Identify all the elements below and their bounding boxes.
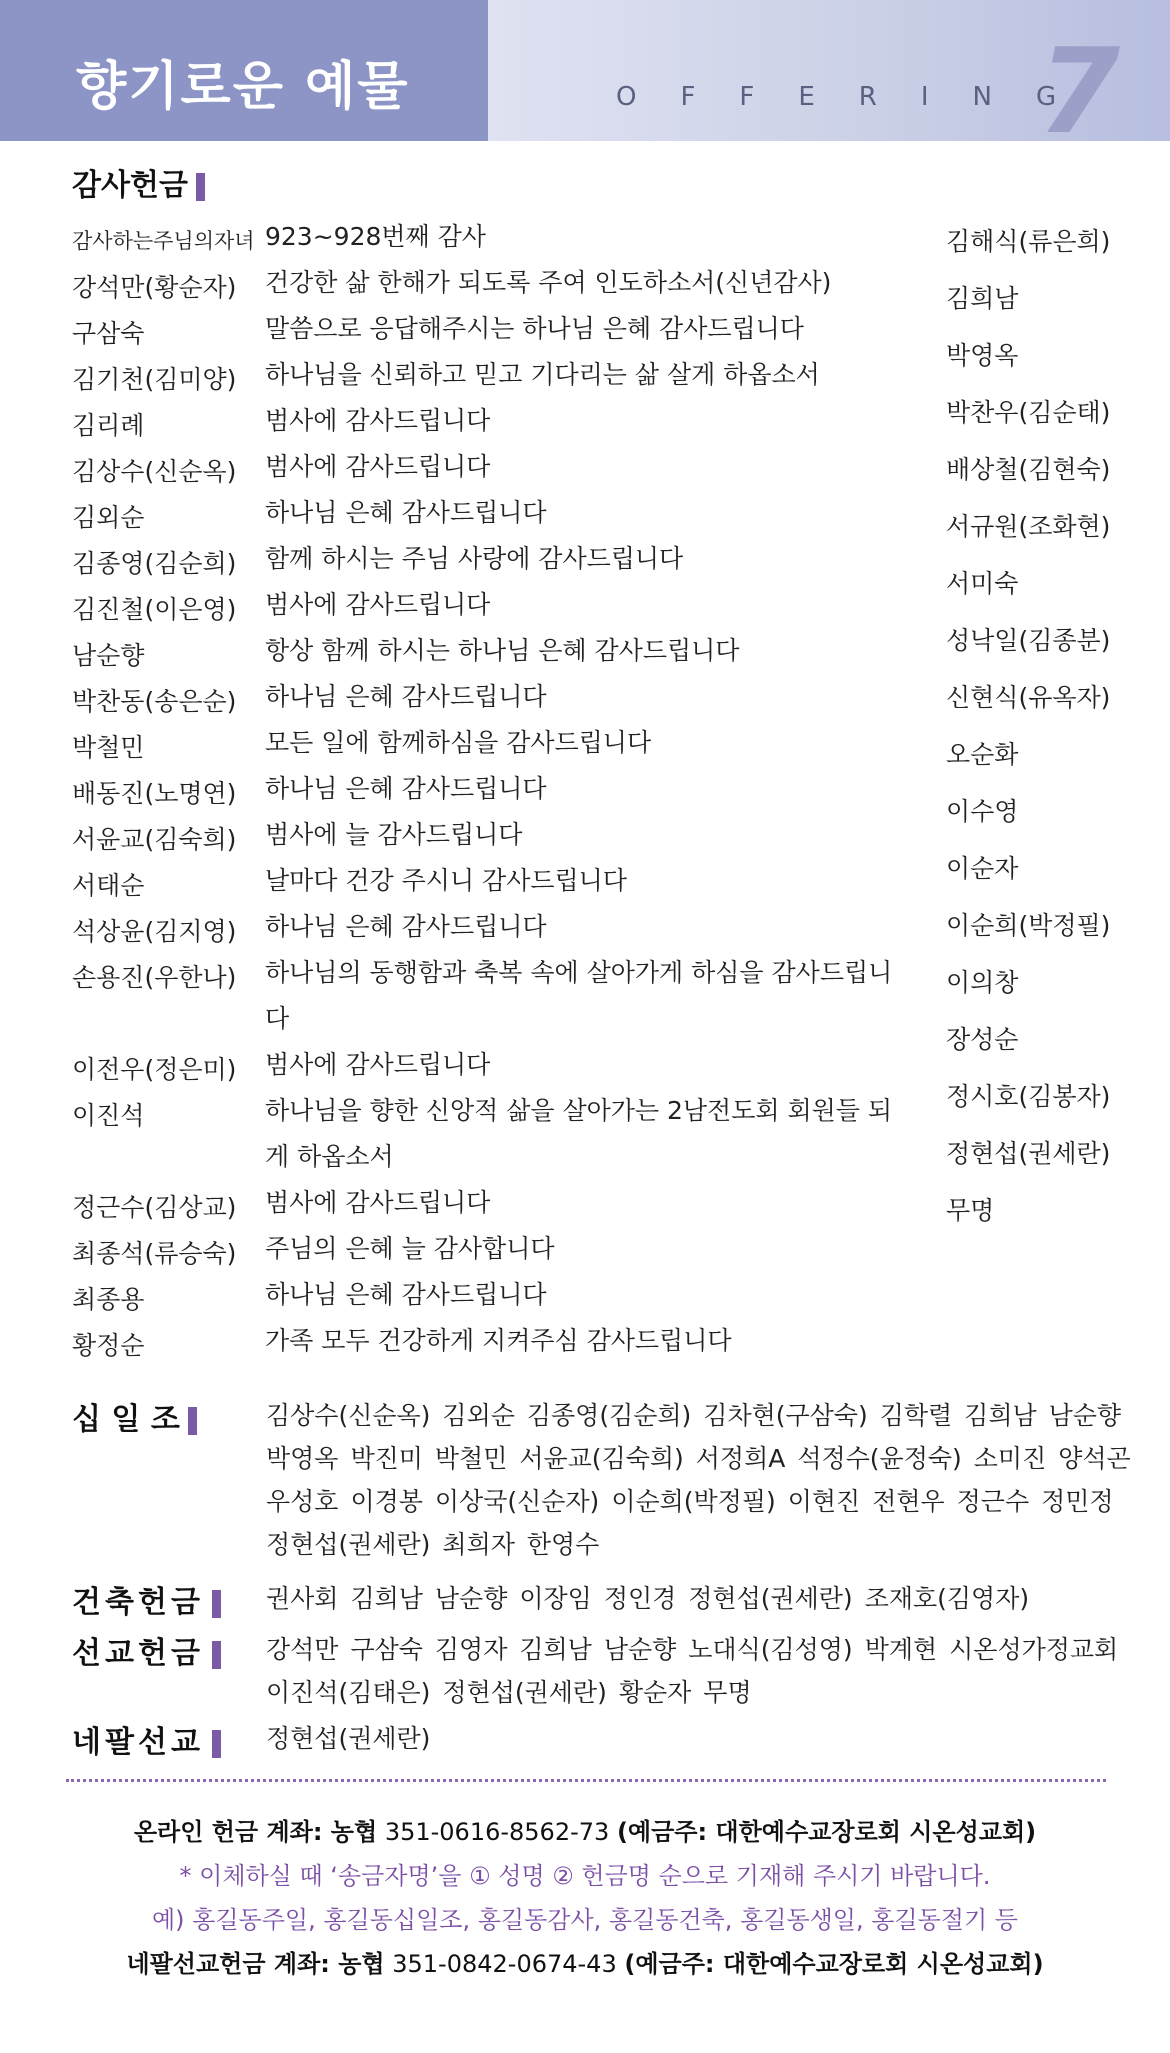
donor-name: 김리례: [72, 411, 145, 440]
thanks-message: 범사에 감사드립니다: [265, 452, 491, 481]
nepal-names: [266, 1717, 1170, 1760]
donor-name: 서태순: [72, 871, 145, 900]
purple-bar-icon: [212, 1730, 221, 1758]
thanks-message: 923~928번째 감사: [265, 222, 486, 251]
donor-name: 정인경: [603, 1584, 677, 1613]
tithe-label-text: 십 일 조: [72, 1402, 180, 1437]
purple-bar-icon: [212, 1590, 221, 1618]
donor-name: 박영옥: [946, 341, 1019, 370]
thanks-message: 항상 함께 하시는 하나님 은혜 감사드립니다: [265, 636, 740, 665]
donor-name: 김차현(구삼숙): [703, 1401, 868, 1430]
building-label: [72, 1577, 221, 1621]
donor-name: 김희남: [519, 1635, 592, 1664]
donor-name: 정근수: [956, 1487, 1030, 1516]
header-subtitle: OFFERING: [616, 82, 1101, 112]
donor-name: 정근수(김상교): [72, 1193, 237, 1222]
donor-name: 정현섭(권세란): [442, 1678, 607, 1707]
thanks-message: 건강한 삶 한해가 되도록 주여 인도하소서(신년감사): [265, 268, 832, 297]
donor-name: 서규원(조화현): [946, 512, 1111, 541]
transfer-note: * 이체하실 때 ‘송금자명’을 ① 성명 ② 헌금명 순으로 기재해 주시기 바랍니다.: [179, 1862, 991, 1890]
account1-label: 온라인 헌금 계좌: 농협: [133, 1818, 378, 1846]
thanks-row: [72, 1096, 902, 1188]
donor-name: 정현섭(권세란): [266, 1724, 431, 1753]
tithe-section: [72, 1394, 1132, 1574]
thanks-list: [72, 222, 902, 1372]
donor-name: 박철민: [434, 1444, 508, 1473]
thanks-message: 모든 일에 함께하심을 감사드립니다: [265, 728, 652, 757]
thanks-message: 하나님 은혜 감사드립니다: [265, 774, 547, 803]
thanks-row: [72, 1326, 902, 1372]
transfer-example: 예) 홍길동주일, 홍길동십일조, 홍길동감사, 홍길동건축, 홍길동생일, 홍길동절기 등: [152, 1906, 1018, 1934]
donor-name: 남순향: [603, 1635, 677, 1664]
donor-name: 강석만(황순자): [72, 273, 237, 302]
donor-name: 정현섭(권세란): [688, 1584, 853, 1613]
donor-name: 이장임: [519, 1584, 592, 1613]
donor-name: 서윤교(김숙희): [519, 1444, 684, 1473]
thanks-message: 함께 하시는 주님 사랑에 감사드립니다: [265, 544, 684, 573]
donor-name: 석정수(윤정숙): [797, 1444, 962, 1473]
thanks-message: 하나님 은혜 감사드립니다: [265, 1280, 547, 1309]
donor-name: 이의창: [946, 968, 1019, 997]
thanks-message: 범사에 감사드립니다: [265, 406, 491, 435]
donor-name: 박계현: [864, 1635, 938, 1664]
donor-name: 이현진: [787, 1487, 861, 1516]
footer-info: [40, 1810, 1130, 1986]
donor-name: 김영자: [434, 1635, 508, 1664]
donor-name: 이경봉: [350, 1487, 423, 1516]
donor-name: 석상윤(김지영): [72, 917, 237, 946]
donor-name: 소미진: [973, 1444, 1047, 1473]
dotted-divider: [66, 1779, 1106, 1782]
thanks-message: 말씀으로 응답해주시는 하나님 은혜 감사드립니다: [265, 314, 804, 343]
thanks-message: 하나님 은혜 감사드립니다: [265, 498, 547, 527]
donor-name: 이상국(신순자): [434, 1487, 600, 1516]
donor-name: 김해식(류은희): [946, 227, 1111, 256]
donor-name: 우성호: [266, 1487, 339, 1516]
donor-name: 박진미: [350, 1444, 423, 1473]
donor-name: 이진석: [72, 1101, 145, 1130]
account1-holder: (예금주: 대한예수교장로회 시온성교회): [616, 1818, 1037, 1846]
donor-name: 김희남: [946, 284, 1019, 313]
thanks-message: 하나님 은혜 감사드립니다: [265, 912, 547, 941]
donor-name: 남순향: [434, 1584, 508, 1613]
thanks-message: 날마다 건강 주시니 감사드립니다: [265, 866, 627, 895]
building-label-text: 건축헌금: [72, 1585, 204, 1620]
donor-name: 배동진(노명연): [72, 779, 237, 808]
donor-name: 오순화: [946, 740, 1019, 769]
thanks-names-list: [946, 222, 1166, 1248]
donor-name: 구삼숙: [350, 1635, 423, 1664]
donor-name: 김종영(김순희): [526, 1401, 692, 1430]
donor-name: 신현식(유옥자): [946, 683, 1111, 712]
donor-name: 김상수(신순옥): [266, 1401, 431, 1430]
donor-name: 정현섭(권세란): [946, 1139, 1111, 1168]
account2-label: 네팔선교헌금 계좌: 농협: [126, 1950, 385, 1978]
donor-name: 손용진(우한나): [72, 963, 237, 992]
donor-name: 최종석(류승숙): [72, 1239, 237, 1268]
donor-name: 남순향: [1048, 1401, 1122, 1430]
donor-name: 김진철(이은영): [72, 595, 237, 624]
nepal-section: [72, 1717, 1132, 1767]
thanks-message: 하나님 은혜 감사드립니다: [265, 682, 547, 711]
donor-name: 서윤교(김숙희): [72, 825, 237, 854]
page-title: 향기로운 예물: [76, 57, 410, 117]
thanks-section-title: [72, 160, 205, 204]
donor-name: 황정순: [72, 1331, 145, 1360]
donor-name: 서미숙: [946, 569, 1019, 598]
mission-names: [266, 1628, 1170, 1714]
donor-name: 김희남: [350, 1584, 423, 1613]
donor-name: 장성순: [946, 1025, 1019, 1054]
header-banner: [0, 0, 1170, 160]
donor-name: 무명: [703, 1678, 752, 1707]
purple-bar-icon: [188, 1407, 197, 1435]
mission-section: [72, 1628, 1132, 1718]
account2-number: 351-0842-0674-43: [392, 1950, 617, 1978]
donor-name: 김학렬: [879, 1401, 953, 1430]
donor-name: 이수영: [946, 797, 1019, 826]
account-line-2: [40, 1942, 1130, 1986]
tithe-label: [72, 1394, 197, 1438]
donor-name: 남순향: [72, 641, 145, 670]
donor-name: 권사회: [266, 1584, 339, 1613]
donor-name: 양석곤: [1058, 1444, 1131, 1473]
donor-name: 김기천(김미양): [72, 365, 237, 394]
thanks-message: 주님의 은혜 늘 감사합니다: [265, 1234, 555, 1263]
thanks-message: 가족 모두 건강하게 지켜주심 감사드립니다: [265, 1326, 732, 1355]
donor-name: 박찬우(김순태): [946, 398, 1111, 427]
purple-bar-icon: [196, 173, 205, 201]
nepal-label: [72, 1717, 221, 1761]
donor-name: 이전우(정은미): [72, 1055, 237, 1084]
thanks-message: 하나님을 신뢰하고 믿고 기다리는 삶 살게 하옵소서: [265, 360, 820, 389]
mission-label-text: 선교헌금: [72, 1636, 204, 1671]
thanks-message: 범사에 감사드립니다: [265, 1188, 491, 1217]
donor-name: 성낙일(김종분): [946, 626, 1111, 655]
donor-name: 무명: [946, 1196, 995, 1225]
donor-name: 정현섭(권세란): [266, 1530, 431, 1559]
thanks-message: 범사에 감사드립니다: [265, 1050, 491, 1079]
donor-name: 이순자: [946, 854, 1019, 883]
thanks-message: 하나님을 향한 신앙적 삶을 살아가는 2남전도회 회원들 되게 하옵소서: [265, 1096, 892, 1171]
donor-name: 노대식(김성영): [688, 1635, 853, 1664]
donor-name: 김종영(김순희): [72, 549, 237, 578]
donor-name: 전현우: [872, 1487, 945, 1516]
donor-name: 박철민: [72, 733, 145, 762]
donor-name: 시온성가정교회: [949, 1635, 1119, 1664]
thanks-message: 범사에 감사드립니다: [265, 590, 491, 619]
donor-name: 이진석(김태은): [266, 1678, 431, 1707]
donor-name: 정시호(김봉자): [946, 1082, 1111, 1111]
donor-name: 배상철(김현숙): [946, 455, 1111, 484]
donor-name: 김외순: [72, 503, 145, 532]
donor-name: 박영옥: [266, 1444, 339, 1473]
building-names: [266, 1577, 1170, 1620]
purple-bar-icon: [212, 1641, 221, 1669]
donor-name: 감사하는주님의자녀: [72, 229, 255, 253]
account2-holder: (예금주: 대한예수교장로회 시온성교회): [624, 1950, 1044, 1978]
donor-name: 최희자: [442, 1530, 515, 1559]
donor-name: 구삼숙: [72, 319, 145, 348]
thanks-message: 하나님의 동행함과 축복 속에 살아가게 하심을 감사드립니다: [265, 958, 893, 1033]
section-number: 7: [1038, 22, 1121, 160]
donor-name: 정민정: [1041, 1487, 1114, 1516]
donor-name: 최종용: [72, 1285, 145, 1314]
thanks-title-text: 감사헌금: [72, 168, 188, 203]
donor-name: 김상수(신순옥): [72, 457, 237, 486]
account1-number: 351-0616-8562-73: [384, 1818, 610, 1846]
donor-name: 김외순: [442, 1401, 515, 1430]
donor-name: 이순희(박정필): [946, 911, 1111, 940]
donor-name: 이순희(박정필): [611, 1487, 776, 1516]
donor-name: 한영수: [526, 1530, 600, 1559]
building-section: [72, 1577, 1132, 1627]
donor-name: 조재호(김영자): [864, 1584, 1030, 1613]
donor-name: 박찬동(송은순): [72, 687, 237, 716]
mission-label: [72, 1628, 221, 1672]
donor-name: 김희남: [964, 1401, 1037, 1430]
thanks-message: 범사에 늘 감사드립니다: [265, 820, 523, 849]
account-line-1: [40, 1810, 1130, 1854]
donor-name: 황순자: [618, 1678, 692, 1707]
donor-name: 서정희A: [695, 1444, 786, 1473]
tithe-names: [266, 1394, 1170, 1566]
donor-name: 강석만: [266, 1635, 339, 1664]
thanks-row: [72, 958, 902, 1050]
nepal-label-text: 네팔선교: [72, 1725, 204, 1760]
